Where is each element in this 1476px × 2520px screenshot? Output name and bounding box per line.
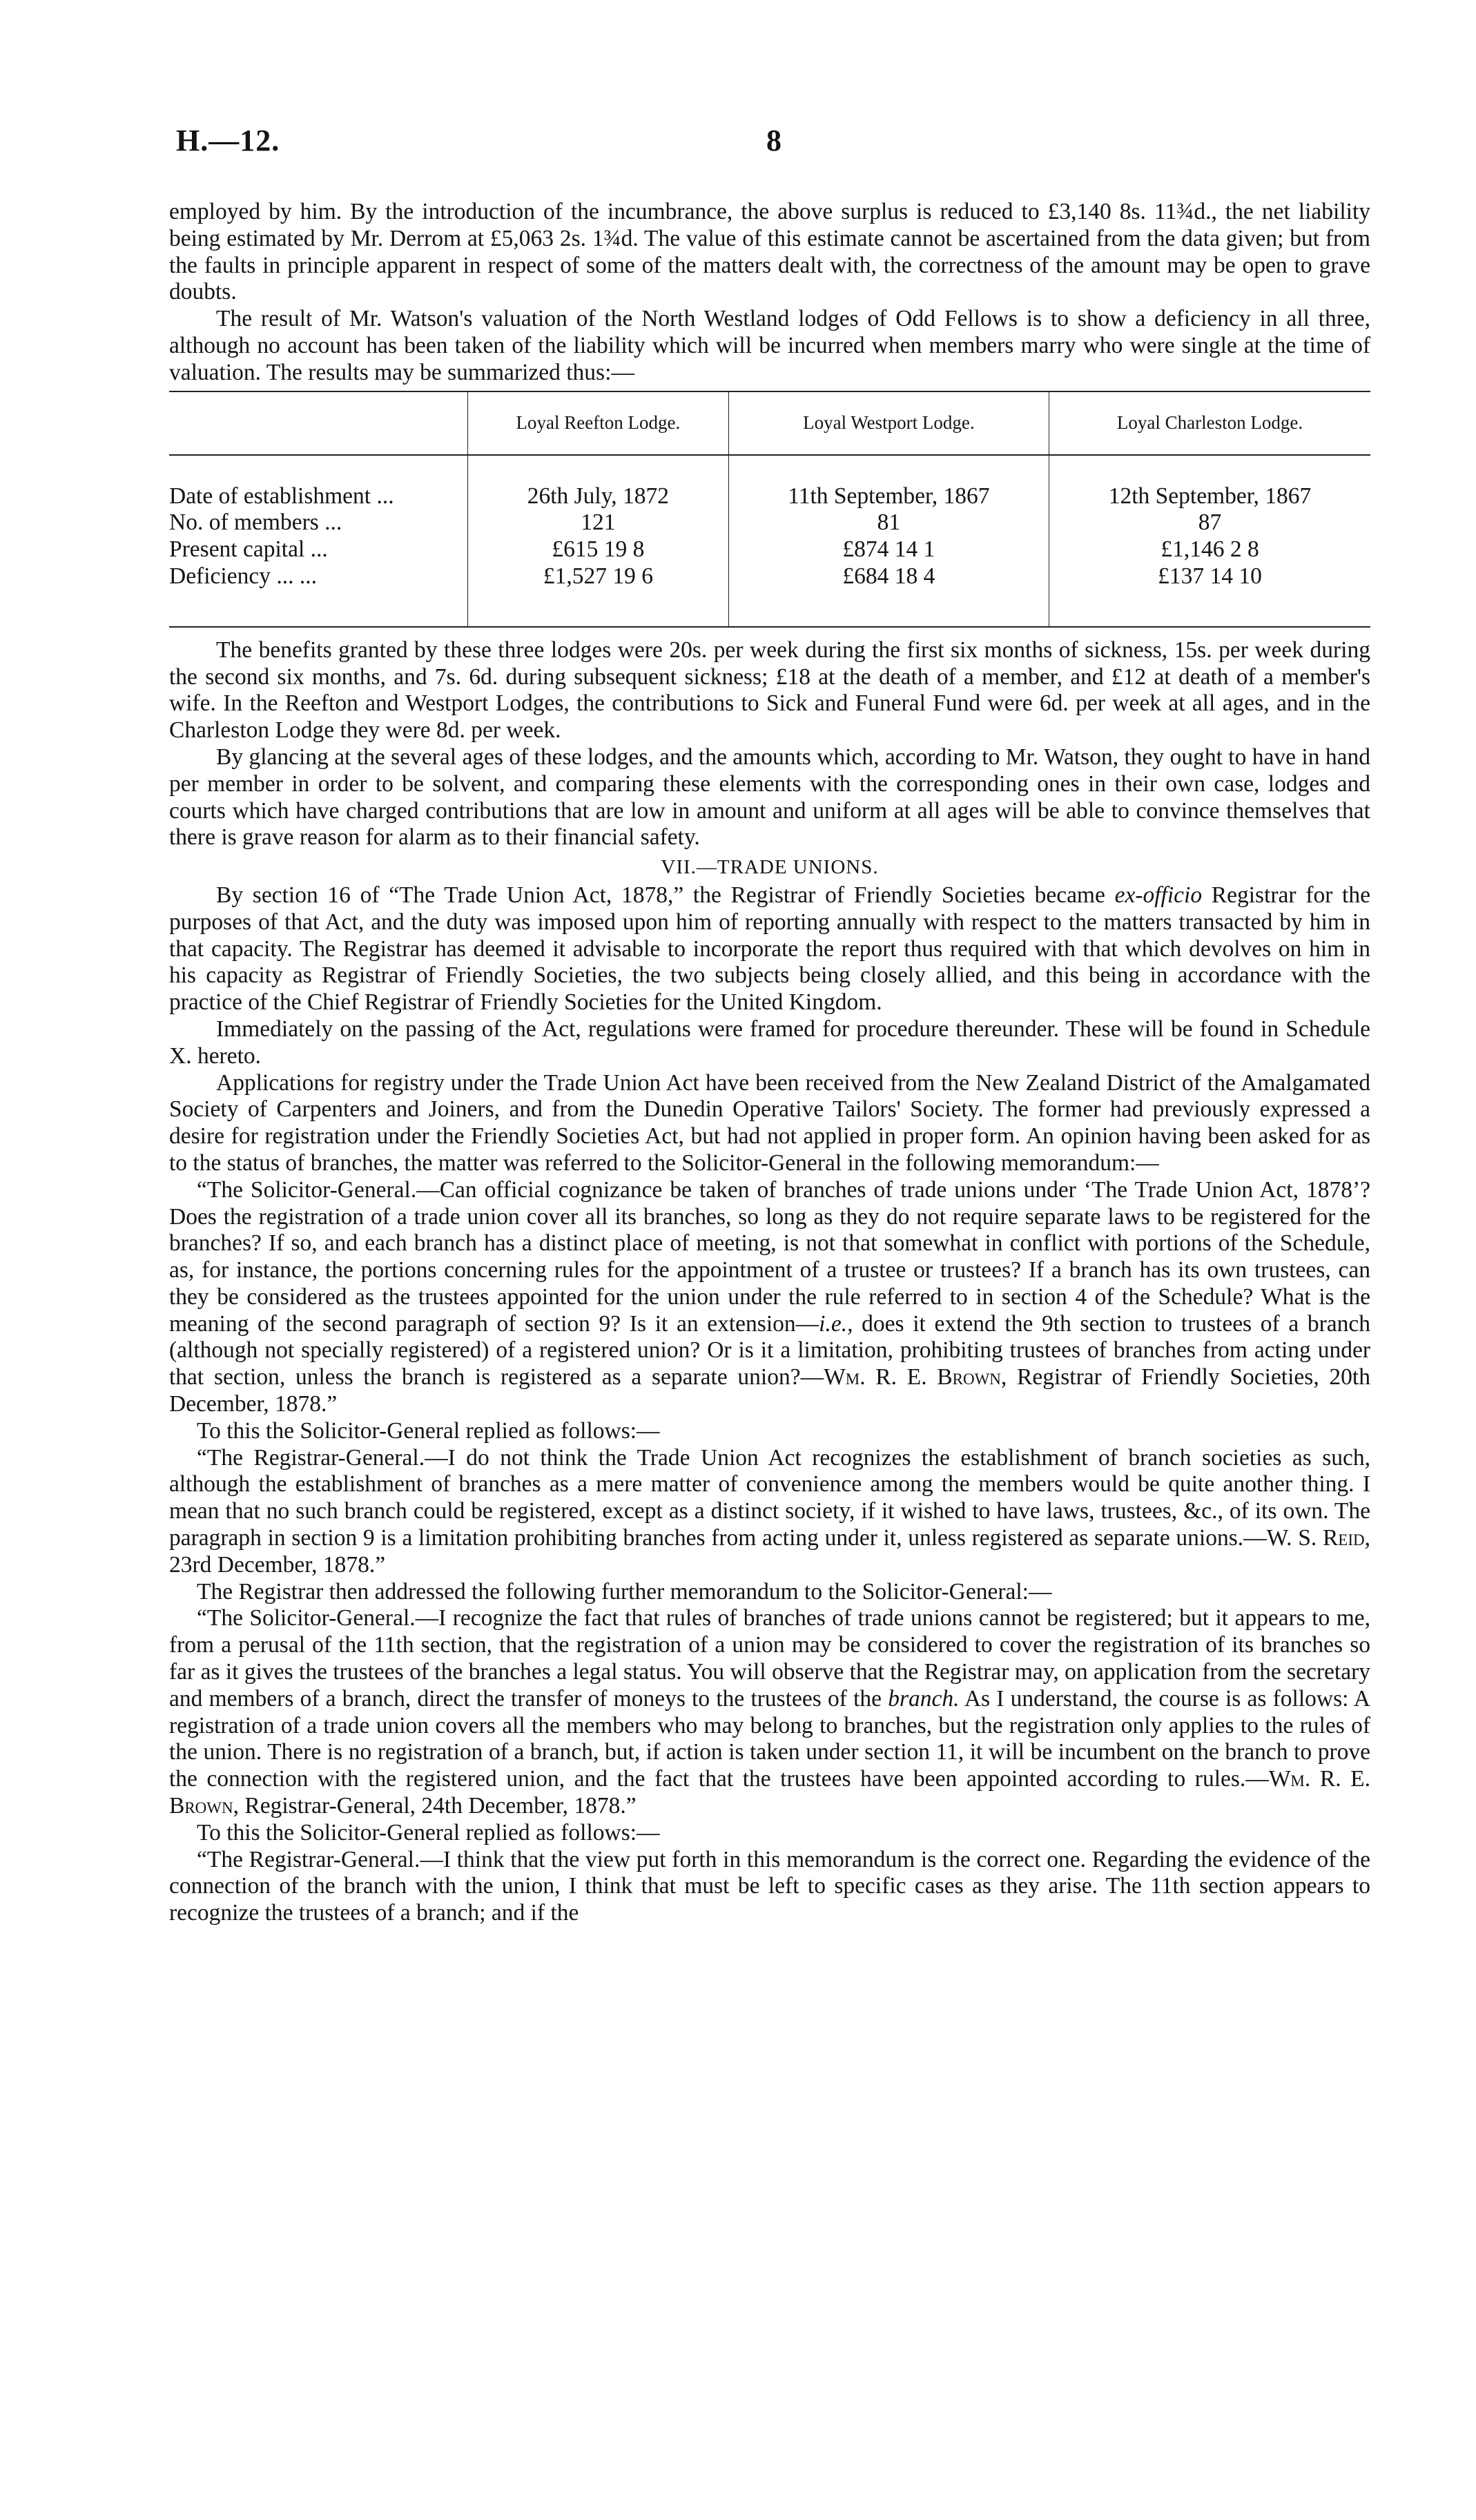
paragraph: The Registrar then addressed the following further memorandum to the Solicitor-General:—: [197, 1578, 1052, 1605]
paragraph: To this the Solicitor-General replied as follows:—: [197, 1819, 660, 1845]
quoted-memorandum: [169, 1177, 1370, 1418]
quoted-memorandum: “The Registrar-General.—I think that the view put forth in this memorandum is the correct one. Regarding the evidence of the connection of the branch with the union, I think that must be left to specific cases as they arise. The 11th section appears to recognize the trustees of a branch; and if the: [169, 1846, 1370, 1926]
paragraph: employed by him. By the introduction of the incumbrance, the above surplus is reduced to £3,140 8s. 11¾d., the net liability being estimated by Mr. Derrom at £5,063 2s. 1¾d. The value of this estimate cannot be ascertained from the data given; but from the faults in principle apparent in respect of some of the matters dealt with, the correctness of the amount may be open to grave doubts.: [169, 199, 1370, 305]
paragraph: By glancing at the several ages of these lodges, and the amounts which, according to Mr. Watson, they ought to have in hand per member in order to be solvent, and comparing these elements with the corresponding ones in their own case, lodges and courts which have charged contributions that are low in amount and uniform at all ages will be able to convince themselves that there is grave reason for alarm as to their financial safety.: [169, 744, 1370, 851]
table-header-cell: Loyal Charleston Lodge.: [1049, 391, 1370, 455]
page-header: [176, 123, 1377, 164]
table-cell: 26th July, 1872: [468, 455, 729, 510]
signature: Reid: [1322, 1525, 1365, 1551]
body-text: [169, 199, 1370, 1927]
paragraph: [169, 882, 1370, 1016]
table-cell: £1,146 2 8: [1049, 536, 1370, 563]
quoted-memorandum: [169, 1445, 1370, 1579]
text-run: , Registrar of Friendly Societies, 20th December, 1878.”: [169, 1364, 1370, 1417]
text-run: “The Registrar-General.—I do not think the Trade Union Act recognizes the establishment of branch societies as such, although the establishment of branches as a mere matter of convenience among the members would be quite another thing. I mean that no such branch could be registered, except as a distinct society, if it wished to have laws, trustees, &c., of its own. The paragraph in section 9 is a limitation prohibiting branches from acting under it, unless registered as separate unions.—W. S.: [169, 1444, 1370, 1551]
table-cell: £874 14 1: [728, 536, 1049, 563]
table-cell: 11th September, 1867: [728, 455, 1049, 510]
table-cell: £1,527 19 6: [468, 563, 729, 627]
table-cell: 121: [468, 510, 729, 536]
paragraph: Applications for registry under the Trade Union Act have been received from the New Zealand District of the Amalgamated Society of Carpenters and Joiners, and from the Dunedin Operative Tailors' Society. The former had previously expressed a desire for registration under the Friendly Societies Act, but had not applied in proper form. An opinion having been asked for as to the status of branches, the matter was referred to the Solicitor-General in the following memorandum:—: [169, 1069, 1370, 1176]
signature: Wm. R. E. Brown: [824, 1364, 1001, 1390]
row-label: Present capital ...: [169, 536, 328, 563]
section-heading: VII.—TRADE UNIONS.: [661, 856, 879, 879]
row-label: Date of establishment ...: [169, 483, 394, 509]
text-run: , 23rd December, 1878.”: [169, 1525, 1370, 1578]
text-run: does it extend the 9th section to trustees of a branch (although not specially registered) of a registered union? Or is it a limitation, prohibiting trustees of branches from acting under that section, unless the branch is registered as a separate union?—: [169, 1310, 1371, 1390]
text-run: As I understand, the course is as follows: A registration of a trade union covers all the members who may belong to branches, but the registration only applies to the rules of the union. There is no registration of a branch, but, if action is taken under section 11, it will be incumbent on the branch to prove the connection with the registered union, and the fact that the trustees have been appointed according to rules.—: [169, 1685, 1370, 1792]
table-cell: £137 14 10: [1049, 563, 1370, 627]
text-run: “The Solicitor-General.—I recognize the fact that rules of branches of trade unions cannot be registered; but it appears to me, from a perusal of the 11th section, that the registration of a union may be considered to cover the registration of its branches so far as it gives the trustees of the branches a legal status. You will observe that the Registrar may, on application from the secretary and members of a branch, direct the transfer of moneys to the trustees of the: [169, 1605, 1370, 1712]
table-header-blank: [169, 391, 468, 455]
paragraph: Immediately on the passing of the Act, regulations were framed for procedure thereunder. These will be found in Schedule X. hereto.: [169, 1016, 1370, 1069]
table-cell: £684 18 4: [728, 563, 1049, 627]
table-cell: 81: [728, 510, 1049, 536]
paragraph: To this the Solicitor-General replied as follows:—: [197, 1417, 660, 1444]
table-header-row: [169, 391, 1370, 455]
lodges-table: [169, 391, 1370, 628]
table-cell: 12th September, 1867: [1049, 455, 1370, 510]
page-number: 8: [766, 124, 781, 157]
italic-text: i.e.,: [819, 1310, 853, 1337]
italic-text: ex-officio: [1114, 882, 1203, 908]
text-run: “The Solicitor-General.—Can official cognizance be taken of branches of trade unions under ‘The Trade Union Act, 1878’? Does the registration of a trade union cover all its branches, so long as they do not require separate laws to be registered for the branches? If so, and each branch has a distinct place of meeting, is not that somewhat in conflict with portions of the Schedule, as, for instance, the portions concerning rules for the appointment of a trustee or trustees? If a branch has its own trustees, can they be considered as the trustees appointed for the union under the rule referred to in section 4 of the Schedule? What is the meaning of the second paragraph of section 9? Is it an extension—: [169, 1176, 1370, 1337]
paragraph: The benefits granted by these three lodges were 20s. per week during the first six months of sickness, 15s. per week during the second six months, and 7s. 6d. during subsequent sickness; £18 at the death of a member, and £12 at death of a member's wife. In the Reefton and Westport Lodges, the contributions to Sick and Funeral Fund were 6d. per week at all ages, and in the Charleston Lodge they were 8d. per week.: [169, 637, 1370, 744]
text-run: , Registrar-General, 24th December, 1878.”: [233, 1793, 637, 1819]
text-run: Registrar for the purposes of that Act, and the duty was imposed upon him of reporting annually with respect to the matters transacted by him in that capacity. The Registrar has deemed it advisable to incorporate the report thus required with that which devolves on him in his capacity as Registrar of Friendly Societies, the two subjects being closely allied, and this being in accordance with the practice of the Chief Registrar of Friendly Societies for the United Kingdom.: [169, 882, 1370, 1016]
row-label: Deficiency ... ...: [169, 563, 317, 589]
table-row: [169, 563, 1370, 627]
row-label: No. of members ...: [169, 510, 342, 536]
lodges-table-container: [169, 391, 1370, 628]
document-reference: H.—12.: [176, 124, 280, 157]
table-row: [169, 455, 1370, 510]
table-row: [169, 536, 1370, 563]
table-cell: £615 19 8: [468, 536, 729, 563]
table-row: [169, 510, 1370, 536]
signature: Wm. R. E. Brown: [169, 1766, 1370, 1819]
paragraph: The result of Mr. Watson's valuation of the North Westland lodges of Odd Fellows is to show a deficiency in all three, although no account has been taken of the liability which will be incurred when members marry who were single at the time of valuation. The results may be summarized thus:—: [169, 306, 1370, 385]
italic-text: branch.: [888, 1685, 960, 1712]
table-header-cell: Loyal Westport Lodge.: [728, 391, 1049, 455]
table-header-cell: Loyal Reefton Lodge.: [468, 391, 729, 455]
quoted-memorandum: [169, 1605, 1370, 1819]
text-run: By section 16 of “The Trade Union Act, 1878,” the Registrar of Friendly Societies became: [216, 882, 1115, 908]
table-cell: 87: [1049, 510, 1370, 536]
